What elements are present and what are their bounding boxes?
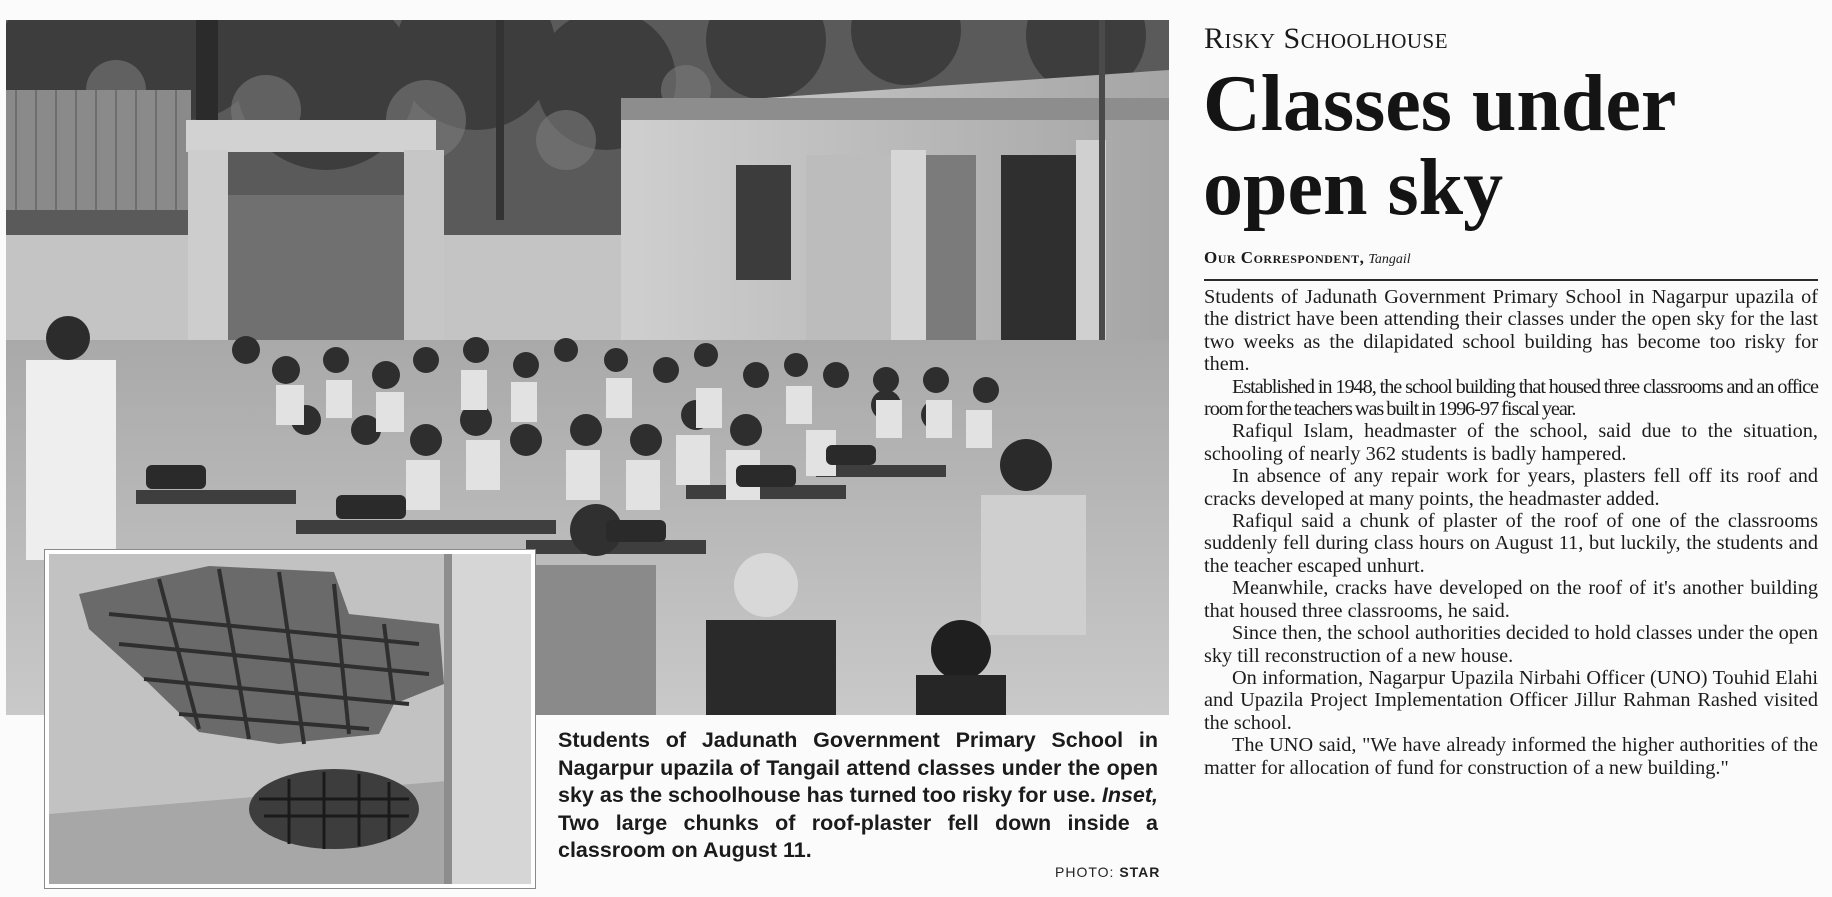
paragraph-8: On information, Nagarpur Upazila Nirbahi Officer (UNO) Touhid Elahi and Upazila Project Implementation Officer Jillur Rahman Rashed visited the school. — [1204, 666, 1818, 734]
paragraph-3: Rafiqul Islam, headmaster of the school, said due to the situation, schooling of nearly 362 students is badly hampered. — [1204, 420, 1818, 465]
credit-label: PHOTO: — [1055, 864, 1115, 880]
paragraph-1: Students of Jadunath Government Primary School in Nagarpur upazila of the district have been attending their classes under the open sky for the last two weeks as the dilapidated school building has become too risky for them. — [1204, 286, 1818, 376]
headline: Classes under open sky — [1203, 60, 1675, 232]
paragraph-5: Rafiqul said a chunk of plaster of the roof of one of the classrooms suddenly fell during class hours on August 11, but luckily, the students and the teacher escaped unhurt. — [1204, 510, 1818, 577]
byline-name: Our Correspondent, — [1204, 248, 1365, 267]
photo-caption — [558, 727, 1158, 865]
byline — [1204, 248, 1411, 268]
photo-credit — [1055, 864, 1160, 880]
paragraph-9: The UNO said, "We have already informed the higher authorities of the matter for allocation of fund for construction of a new building." — [1204, 734, 1818, 779]
byline-place: Tangail — [1368, 252, 1411, 267]
paragraph-4: In absence of any repair work for years, plasters fell off its roof and cracks developed at many points, the headmaster added. — [1204, 465, 1818, 510]
paragraph-2: Established in 1948, the school building that housed three classrooms and an office room for the teachers was built in 1996-97 fiscal year. — [1204, 375, 1818, 421]
inset-photo — [45, 550, 535, 888]
credit-source: STAR — [1119, 864, 1161, 880]
caption-inset-label: Inset, — [1101, 783, 1158, 807]
kicker: Risky Schoolhouse — [1204, 22, 1449, 55]
paragraph-6: Meanwhile, cracks have developed on the roof of it's another building that housed three classrooms, he said. — [1204, 577, 1818, 622]
byline-rule — [1204, 279, 1818, 281]
caption-inset-text: Two large chunks of roof-plaster fell down inside a classroom on August 11. — [558, 810, 1158, 862]
article-body — [1204, 286, 1818, 779]
caption-main: Students of Jadunath Government Primary School in Nagarpur upazila of Tangail attend classes under the open sky as the schoolhouse has turned too risky for use. — [558, 728, 1158, 807]
paragraph-7: Since then, the school authorities decided to hold classes under the open sky till reconstruction of a new house. — [1204, 622, 1818, 667]
ceiling-damage-illustration — [49, 554, 531, 884]
